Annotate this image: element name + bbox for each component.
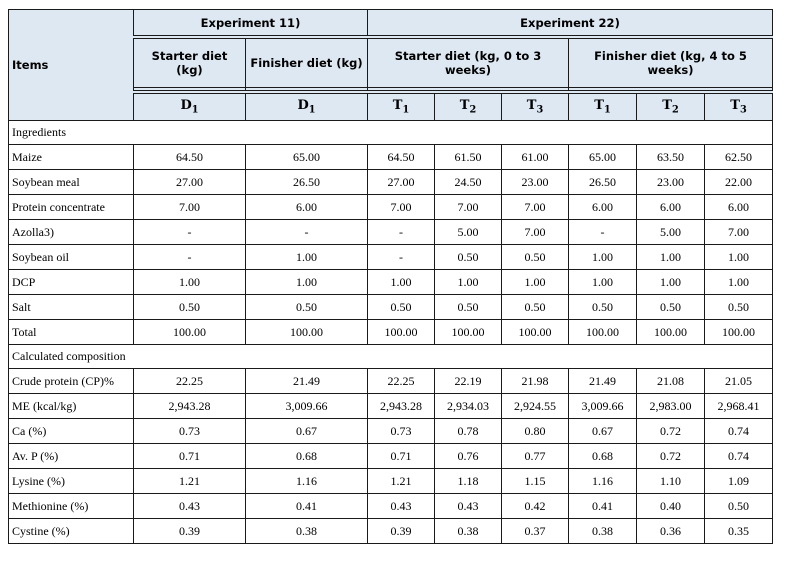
value-cell: 1.16: [246, 469, 368, 494]
value-cell: 64.50: [134, 145, 246, 170]
value-cell: 21.49: [246, 369, 368, 394]
value-cell: 2,943.28: [368, 394, 435, 419]
table-row: [9, 469, 773, 494]
value-cell: 1.00: [705, 270, 773, 295]
value-cell: 5.00: [637, 220, 705, 245]
value-cell: 0.77: [502, 444, 569, 469]
value-cell: 0.74: [705, 444, 773, 469]
treatment-code-header: [368, 92, 435, 121]
value-cell: 0.72: [637, 419, 705, 444]
value-cell: -: [368, 245, 435, 270]
value-cell: 100.00: [637, 320, 705, 345]
value-cell: 65.00: [246, 145, 368, 170]
value-cell: 0.50: [569, 295, 637, 320]
row-label: Ca (%): [9, 419, 134, 444]
row-label: DCP: [9, 270, 134, 295]
value-cell: 0.67: [569, 419, 637, 444]
experiment-1-header: Experiment 11): [134, 10, 368, 38]
value-cell: 100.00: [569, 320, 637, 345]
value-cell: 1.00: [368, 270, 435, 295]
value-cell: 1.09: [705, 469, 773, 494]
table-row: [9, 394, 773, 419]
value-cell: 1.00: [246, 245, 368, 270]
row-label: Cystine (%): [9, 519, 134, 544]
row-label: Soybean meal: [9, 170, 134, 195]
value-cell: 0.78: [435, 419, 502, 444]
section-title: Calculated composition: [9, 345, 773, 369]
treatment-code-letter: T: [730, 98, 740, 114]
value-cell: 21.98: [502, 369, 569, 394]
table-row: [9, 369, 773, 394]
value-cell: 0.50: [134, 295, 246, 320]
value-cell: 100.00: [246, 320, 368, 345]
row-label: Salt: [9, 295, 134, 320]
value-cell: 7.00: [502, 220, 569, 245]
treatment-code-letter: T: [392, 98, 403, 114]
table-row: [9, 145, 773, 170]
value-cell: 0.39: [368, 519, 435, 544]
value-cell: 21.08: [637, 369, 705, 394]
table-row: [9, 270, 773, 295]
table-row: [9, 320, 773, 345]
treatment-code-letter: T: [459, 98, 470, 114]
row-label: Av. P (%): [9, 444, 134, 469]
value-cell: 62.50: [705, 145, 773, 170]
row-label: Total: [9, 320, 134, 345]
table-row: [9, 444, 773, 469]
treatment-code-subscript: 1: [603, 104, 611, 116]
value-cell: 0.67: [246, 419, 368, 444]
value-cell: 0.35: [705, 519, 773, 544]
treatment-code-header: [502, 92, 569, 121]
value-cell: 26.50: [569, 170, 637, 195]
value-cell: 1.00: [705, 245, 773, 270]
value-cell: 0.73: [134, 419, 246, 444]
treatment-code-letter: T: [526, 98, 537, 114]
value-cell: 63.50: [637, 145, 705, 170]
value-cell: 0.37: [502, 519, 569, 544]
row-label: Crude protein (CP)%: [9, 369, 134, 394]
value-cell: 0.38: [246, 519, 368, 544]
value-cell: 1.16: [569, 469, 637, 494]
table-row: [9, 419, 773, 444]
value-cell: 1.00: [246, 270, 368, 295]
row-label: Maize: [9, 145, 134, 170]
value-cell: -: [246, 220, 368, 245]
value-cell: 0.50: [435, 295, 502, 320]
value-cell: 0.50: [637, 295, 705, 320]
exp1-starter-header: Starter diet (kg): [134, 37, 246, 88]
value-cell: 23.00: [637, 170, 705, 195]
treatment-code-header: [134, 92, 246, 121]
value-cell: 0.50: [246, 295, 368, 320]
value-cell: 0.72: [637, 444, 705, 469]
value-cell: 3,009.66: [569, 394, 637, 419]
treatment-code-header: [637, 92, 705, 121]
value-cell: 0.39: [134, 519, 246, 544]
value-cell: 7.00: [435, 195, 502, 220]
value-cell: 0.50: [502, 245, 569, 270]
value-cell: 1.00: [569, 270, 637, 295]
value-cell: 64.50: [368, 145, 435, 170]
value-cell: 0.41: [246, 494, 368, 519]
value-cell: 0.38: [569, 519, 637, 544]
exp1-finisher-header: Finisher diet (kg): [246, 37, 368, 88]
value-cell: 5.00: [435, 220, 502, 245]
value-cell: 0.38: [435, 519, 502, 544]
value-cell: 0.68: [246, 444, 368, 469]
value-cell: 0.43: [368, 494, 435, 519]
exp2-finisher-header: Finisher diet (kg, 4 to 5 weeks): [569, 37, 773, 88]
treatment-code-letter: D: [297, 98, 309, 114]
value-cell: 0.42: [502, 494, 569, 519]
value-cell: 65.00: [569, 145, 637, 170]
table-row: [9, 245, 773, 270]
treatment-code-header: [569, 92, 637, 121]
treatment-code-letter: D: [180, 98, 192, 114]
treatment-code-subscript: 1: [308, 104, 316, 116]
treatment-code-subscript: 3: [536, 104, 544, 116]
value-cell: 0.80: [502, 419, 569, 444]
table-row: [9, 170, 773, 195]
section-header-row: [9, 121, 773, 145]
value-cell: 100.00: [502, 320, 569, 345]
table-row: [9, 295, 773, 320]
value-cell: 1.00: [569, 245, 637, 270]
value-cell: 0.50: [705, 494, 773, 519]
treatment-code-letter: T: [594, 98, 604, 114]
value-cell: 0.50: [368, 295, 435, 320]
value-cell: 22.19: [435, 369, 502, 394]
value-cell: 1.18: [435, 469, 502, 494]
row-label: Soybean oil: [9, 245, 134, 270]
value-cell: 100.00: [134, 320, 246, 345]
value-cell: -: [569, 220, 637, 245]
value-cell: 0.71: [134, 444, 246, 469]
value-cell: 2,983.00: [637, 394, 705, 419]
items-header: Items: [9, 10, 134, 121]
value-cell: 26.50: [246, 170, 368, 195]
value-cell: 0.50: [502, 295, 569, 320]
value-cell: 7.00: [134, 195, 246, 220]
value-cell: 0.43: [134, 494, 246, 519]
value-cell: 22.25: [134, 369, 246, 394]
value-cell: 0.76: [435, 444, 502, 469]
value-cell: 1.21: [134, 469, 246, 494]
value-cell: 2,934.03: [435, 394, 502, 419]
value-cell: 27.00: [134, 170, 246, 195]
treatment-code-header: [246, 92, 368, 121]
table-row: [9, 195, 773, 220]
row-label: Protein concentrate: [9, 195, 134, 220]
value-cell: 23.00: [502, 170, 569, 195]
treatment-code-letter: T: [662, 98, 672, 114]
value-cell: 22.25: [368, 369, 435, 394]
value-cell: 1.21: [368, 469, 435, 494]
value-cell: 3,009.66: [246, 394, 368, 419]
value-cell: 6.00: [705, 195, 773, 220]
treatment-code-subscript: 2: [671, 104, 679, 116]
value-cell: 61.50: [435, 145, 502, 170]
value-cell: -: [368, 220, 435, 245]
value-cell: 0.50: [435, 245, 502, 270]
value-cell: 100.00: [435, 320, 502, 345]
value-cell: 100.00: [368, 320, 435, 345]
value-cell: 27.00: [368, 170, 435, 195]
value-cell: 0.36: [637, 519, 705, 544]
treatment-code-header: [435, 92, 502, 121]
treatment-code-subscript: 1: [191, 104, 199, 116]
value-cell: 1.15: [502, 469, 569, 494]
value-cell: -: [134, 220, 246, 245]
treatment-code-header: [705, 92, 773, 121]
value-cell: 1.10: [637, 469, 705, 494]
value-cell: 1.00: [637, 270, 705, 295]
value-cell: 2,943.28: [134, 394, 246, 419]
table-row: [9, 220, 773, 245]
value-cell: 0.41: [569, 494, 637, 519]
value-cell: 0.71: [368, 444, 435, 469]
value-cell: 7.00: [502, 195, 569, 220]
value-cell: 2,924.55: [502, 394, 569, 419]
value-cell: 1.00: [637, 245, 705, 270]
diet-composition-table: [8, 9, 773, 544]
value-cell: 61.00: [502, 145, 569, 170]
row-label: ME (kcal/kg): [9, 394, 134, 419]
value-cell: 0.74: [705, 419, 773, 444]
table-row: [9, 494, 773, 519]
value-cell: -: [134, 245, 246, 270]
value-cell: 2,968.41: [705, 394, 773, 419]
value-cell: 22.00: [705, 170, 773, 195]
value-cell: 21.49: [569, 369, 637, 394]
row-label: Methionine (%): [9, 494, 134, 519]
value-cell: 1.00: [502, 270, 569, 295]
value-cell: 7.00: [705, 220, 773, 245]
value-cell: 24.50: [435, 170, 502, 195]
value-cell: 7.00: [368, 195, 435, 220]
experiment-2-header: Experiment 22): [368, 10, 773, 38]
value-cell: 6.00: [637, 195, 705, 220]
value-cell: 0.50: [705, 295, 773, 320]
header-row-experiments: [9, 10, 773, 38]
exp2-starter-header: Starter diet (kg, 0 to 3 weeks): [368, 37, 569, 88]
treatment-code-subscript: 3: [739, 104, 747, 116]
table-row: [9, 519, 773, 544]
value-cell: 100.00: [705, 320, 773, 345]
row-label: Lysine (%): [9, 469, 134, 494]
value-cell: 0.43: [435, 494, 502, 519]
value-cell: 1.00: [134, 270, 246, 295]
value-cell: 1.00: [435, 270, 502, 295]
row-label: Azolla3): [9, 220, 134, 245]
value-cell: 0.40: [637, 494, 705, 519]
section-header-row: [9, 345, 773, 369]
diet-composition-table-wrapper: [8, 9, 773, 544]
value-cell: 6.00: [569, 195, 637, 220]
treatment-code-subscript: 2: [469, 104, 477, 116]
value-cell: 0.73: [368, 419, 435, 444]
treatment-code-subscript: 1: [402, 104, 410, 116]
value-cell: 0.68: [569, 444, 637, 469]
value-cell: 21.05: [705, 369, 773, 394]
section-title: Ingredients: [9, 121, 773, 145]
value-cell: 6.00: [246, 195, 368, 220]
